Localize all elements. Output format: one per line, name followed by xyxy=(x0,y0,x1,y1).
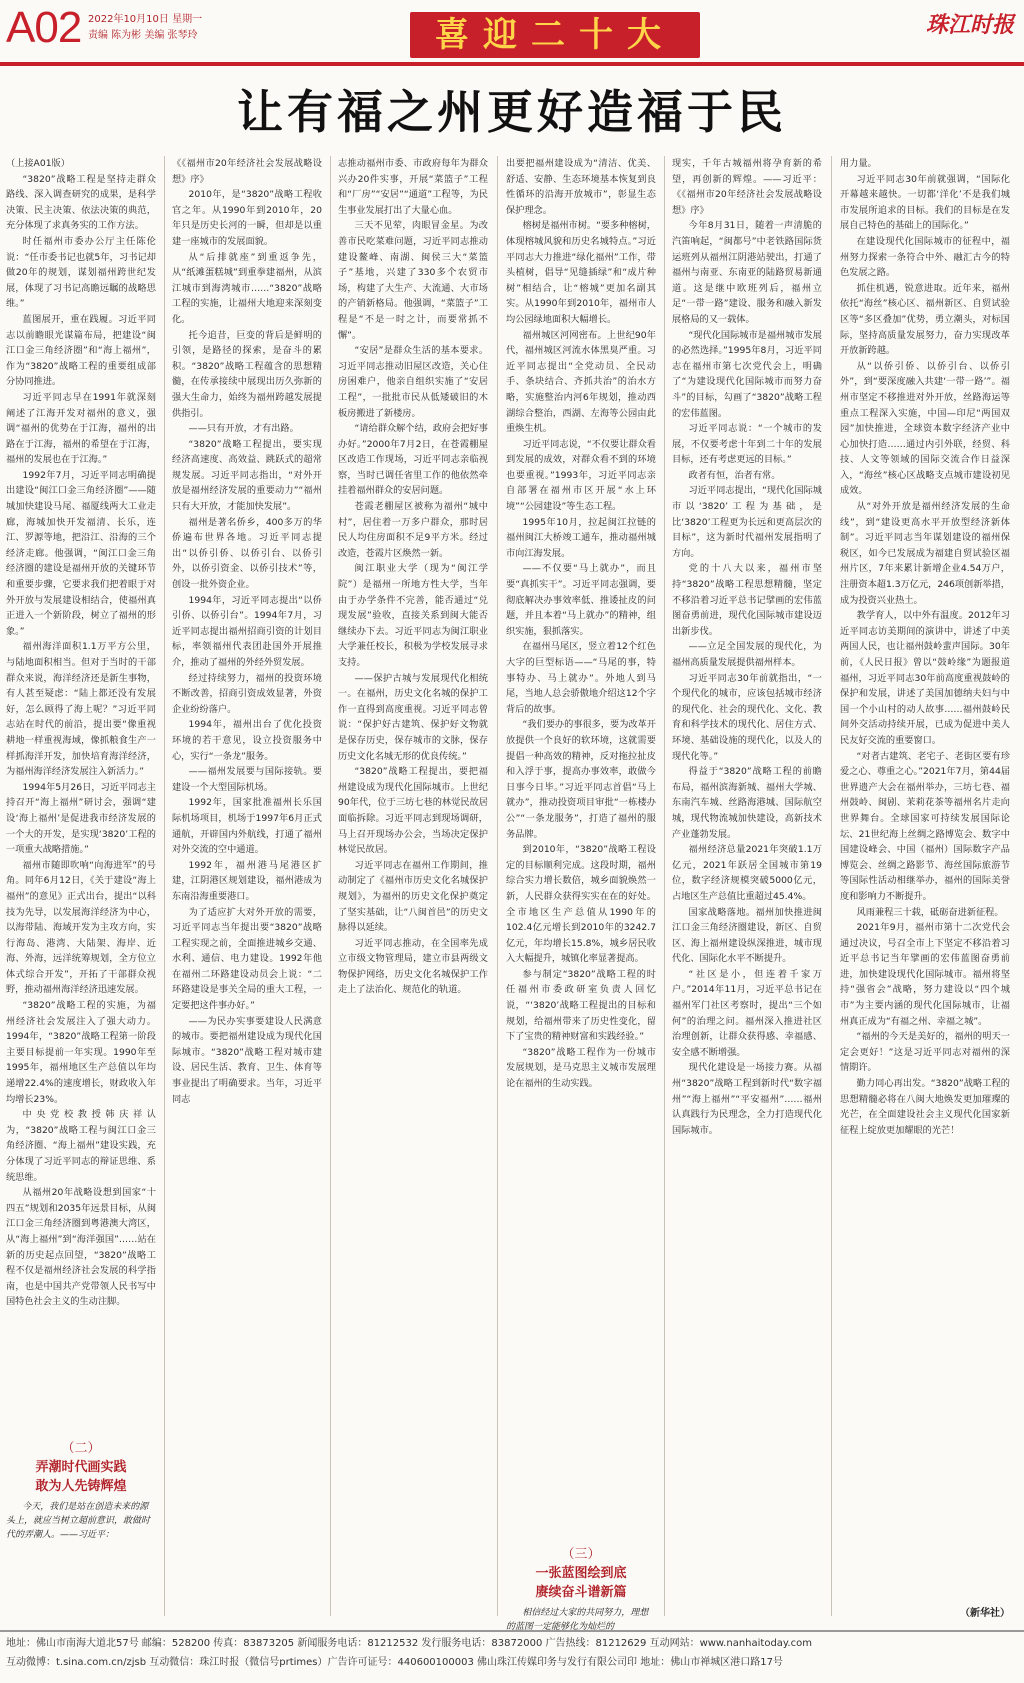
article-paragraph: 国家战略落地。福州加快推进闽江口金三角经济圈建设，新区、自贸区、海上福州建设纵深推进，城市现代化、国际化水平不断提升。 xyxy=(672,906,822,965)
masthead-rule xyxy=(0,62,1024,66)
column-divider xyxy=(330,156,331,1616)
article-paragraph: ——为民办实事要建设人民满意的城市。要把福州建设成为现代化国际城市。“3820”战略工程对城市建设、居民生活、教育、卫生、体育等事业提出了明确要求。当年，习近平同志 xyxy=(172,1015,322,1105)
article-paragraph: 习近平同志30年前就指出，“一个现代化的城市，应该包括城市经济的现代化、社会的现代化、文化、教育和科学技术的现代化、居住方式、环境、基础设施的现代化，以及人的现代化等。” xyxy=(672,672,822,762)
article-paragraph: 从“以侨引侨、以侨引台、以侨引外”，到“要深度融入共建‘一带一路’”。福州市坚定不移推进对外开放，丝路海运等重点工程深入实施，中国—印尼“两国双园”加快推进，全球资本数字经济产业中心加快打造……通过内引外联，经贸、科技、人文等领域的国际交流合作日益深入，“海丝”核心区战略支点城市建设初见成效。 xyxy=(840,360,1010,497)
column-divider xyxy=(831,156,832,1616)
article-paragraph: 经过持续努力，福州的投资环境不断改善，招商引资成效显著，外资企业纷纷落户。 xyxy=(172,672,322,715)
article-paragraph: ——福州发展要与国际接轨。要建设一个大型国际机场。 xyxy=(172,766,322,793)
masthead xyxy=(0,0,1024,62)
column-1 xyxy=(6,156,156,1616)
article-paragraph: 福州海洋面积1.1万平方公里，与陆地面积相当。但对于当时的干部群众来说，海洋经济还是新生事物，有人甚至疑虑：“陆上都还没有发展好，怎么顾得了海上呢？”习近平同志站在时代的前沿，提出要“像重视耕地一样重视海域，像抓粮食生产一样抓海洋开发，加快培育海洋经济，为福州海洋经济发展注入新活力。” xyxy=(6,641,156,778)
section-title: 弄潮时代画实践 敢为人先铸辉煌 xyxy=(35,1460,127,1494)
section-3-head xyxy=(506,1540,656,1634)
column-divider xyxy=(164,156,165,1616)
article-paragraph: 参与制定“3820”战略工程的时任福州市委政研室负责人回忆说，“‘3820’战略工程提出的目标和规划，给福州带来了历史性变化，留下了宝贵的精神财富和实践经验。” xyxy=(506,968,656,1043)
article-paragraph: ——不仅要“马上就办”，而且要“真抓实干”。习近平同志强调，要彻底解决办事效率低、推诿扯皮的问题，并且本着“马上就办”的精神，组织实施，狠抓落实。 xyxy=(506,563,656,637)
article-paragraph: 1995年10月，拉起闽江拉链的福州闽江大桥竣工通车，推动福州城市向江海发展。 xyxy=(506,516,656,559)
column-divider xyxy=(664,156,665,1616)
article-paragraph: 习近平同志早在1991年就深刻阐述了江海开发对福州的意义，强调“福州的优势在于江海，福州的出路在于江海，福州的希望在于江海，福州的发展也在于江海。” xyxy=(6,391,156,466)
section-number: （二） xyxy=(61,1441,101,1456)
article-paragraph: 习近平同志说，“不仅要让群众看到发展的成效，对群众看不到的环境也要重视。”1993年，习近平同志亲自部署在福州市区开展“水上环境”“公园建设”等生态工程。 xyxy=(506,438,656,513)
article-paragraph: 勤力同心再出发。“3820”战略工程的思想精髓必将在八闽大地焕发更加璀璨的光芒，在全面建设社会主义现代化国家新征程上绽放更加耀眼的光芒！ xyxy=(840,1078,1010,1136)
article-paragraph: 从“后排就座”到重返争先，从“纸滩蛋糕城”到重拳建福州，从滨江城市到海湾城市……“3820”战略工程的实施，让福州大地迎来深刻变化。 xyxy=(172,251,322,325)
article-paragraph: 风雨兼程三十载，砥砺奋进新征程。 xyxy=(856,906,1004,918)
column-5 xyxy=(672,156,822,1616)
article-paragraph: 时任福州市委办公厅主任陈伦说：“任市委书记也就5年，习书记却做20年的规划，谋划福州跨世纪发展，体现了习书记高瞻远瞩的战略思维。” xyxy=(6,235,156,310)
section-2-head xyxy=(6,1434,156,1542)
article-paragraph: 习近平同志提出，“现代化国际城市以‘3820’工程为基础，是比‘3820’工程更为长远和更高层次的目标”，这为新时代福州发展指明了方向。 xyxy=(672,485,822,559)
article-paragraph: “社区是小，但连着千家万户。”2014年11月，习近平总书记在福州军门社区考察时，提出“三个如何”的治理之问。福州深入推进社区治理创新，让群众获得感、幸福感、安全感不断增强。 xyxy=(672,968,822,1058)
article-paragraph: ——保护古城与发展现代化相统一。在福州，历史文化名城的保护工作一直得到高度重视。习近平同志曾说：“保护好古建筑、保护好文物就是保存历史，保存城市的文脉，保存历史文化名城无形的优良传统。” xyxy=(338,672,488,762)
page-headline: 让有福之州更好造福于民 xyxy=(237,85,787,139)
article-paragraph: 1992年7月，习近平同志明确提出建设“闽江口金三角经济圈”——随城加快建设马尾、福厦线两大工业走廊，海城加快开发福清、长乐，连江、罗源等地，把沿江、沿海的三个经济走廊。他强调，“闽江口金三角经济圈的建设是福州开放的关键环节和重要步骤，它要求我们把着眼于对外开放与发展建设相结合，使福州真正进入一个新阶段，树立了福州的形象。” xyxy=(6,469,156,637)
article-paragraph: 到2010年，“3820”战略工程设定的目标顺利完成。这段时期，福州综合实力增长数倍，城乡面貌焕然一新，人民群众获得实实在在的好处。全市地区生产总值从1990年的102.4亿元增长到2010年的3242.7亿元，年均增长15.8%，城乡居民收入大幅提升，城镇化率显著提高。 xyxy=(506,844,656,965)
newspaper-logo: 珠江时报 xyxy=(925,12,1014,38)
article-paragraph: 得益于“3820”战略工程的前瞻布局，福州滨海新城、福州大学城、东南汽车城、丝路海港城、国际航空城，现代物流城加快建设，高新技术产业蓬勃发展。 xyxy=(672,766,822,840)
banner-text: 喜迎二十大 xyxy=(435,15,675,55)
column-6 xyxy=(840,156,1010,1616)
article-paragraph: 2021年9月，福州市第十二次党代会通过决议，号召全市上下坚定不移沿着习近平总书记当年擘画的宏伟蓝图奋勇前进，加快建设现代化国际城市。福州将坚持“强省会”战略，努力建设以“四个城市”为主要内涵的现代化国际城市，让福州真正成为“有福之州、幸福之城”。 xyxy=(840,922,1010,1027)
article-paragraph: 从“对外开放是福州经济发展的生命线”，到“建设更高水平开放型经济新体制”。习近平同志当年谋划建设的福州保税区，如今已发展成为福建自贸试验区福州片区，7年来累计新增企业4.54万户，注册资本超1.3万亿元，246项创新举措，成为投资兴业热土。 xyxy=(840,501,1010,606)
column-4 xyxy=(506,156,656,1616)
article-paragraph: 2010年，是“3820”战略工程收官之年。从1990年到2010年，20年只是历史长河的一瞬，但却是以重建一座城市的发展面貌。 xyxy=(172,189,322,247)
editor-credits: 责编 陈为彬 美编 张琴玲 xyxy=(88,30,198,41)
section-epigraph: 相信经过大家的共同努力，理想的蓝图一定能够化为灿烂的 xyxy=(506,1608,649,1632)
article-paragraph: ——只有开放，才有出路。 xyxy=(188,423,299,435)
article-paragraph: 习近平同志在福州工作期间，推动制定了《福州市历史文化名城保护规划》，为福州的历史文化保护奠定了坚实基础，让“八闽首邑”的历史文脉得以延续。 xyxy=(338,859,488,934)
article-paragraph: 1992年，福州港马尾港区扩建，江阴港区规划建设，福州港成为东南沿海重要港口。 xyxy=(172,859,322,902)
article-paragraph: “3820”战略工程的实施，为福州经济社会发展注入了强大动力。1994年，“3820”战略工程第一阶段主要目标提前一年实现。1990年至1995年，福州地区生产总值以年均递增22.4%的速度增长，财政收入年均增长23%。 xyxy=(6,1000,156,1105)
article-paragraph: 抓住机遇，锐意进取。近年来，福州依托“海丝”核心区、福州新区、自贸试验区等“多区叠加”优势，勇立潮头，对标国际，坚持高质量发展努力，奋力实现改革开放新跨越。 xyxy=(840,282,1010,357)
article-paragraph: 现实，千年古城福州将孕育新的希望，再创新的辉煌。——习近平：《《福州市20年经济社会发展战略设想》序》 xyxy=(672,158,822,216)
footer xyxy=(0,1630,1024,1683)
article-paragraph: 福州城区河网密布。上世纪90年代，福州城区河流水体黑臭严重。习近平同志提出“全党动员、全民动手、条块结合、齐抓共治”的治水方略，实施整治内河6年规划，推动西湖综合整治，西湖、左海等公园由此重焕生机。 xyxy=(506,329,656,435)
article-paragraph: 中央党校教授韩庆祥认为，“3820”战略工程与闽江口金三角经济圈、“海上福州”建设实践，充分体现了习近平同志的辩证思维、系统思维。 xyxy=(6,1109,156,1183)
article-paragraph: 党的十八大以来，福州市坚持“3820”战略工程思想精髓，坚定不移沿着习近平总书记擘画的宏伟蓝图奋勇前进，现代化国际城市建设迈出新步伐。 xyxy=(672,563,822,637)
article-paragraph: 在福州马尾区，竖立着12个红色大字的巨型标语——“马尾的事，特事特办、马上就办”。外地人到马尾，当地人总会骄傲地介绍这12个字背后的故事。 xyxy=(506,641,656,715)
article-paragraph: （上接A01版） xyxy=(6,158,70,169)
article-paragraph: 习近平同志30年前就强调，“国际化开幕越来越快。一切都‘洋化’不是我们城市发展所追求的目标。我们的目标是在发展自己特色的基础上的国际化。” xyxy=(840,173,1010,232)
article-paragraph: 榕树是福州市树。“要多种榕树，体现榕城风貌和历史名城特点。”习近平同志大力推进“绿化福州”工作，带头植树，倡导“见缝插绿”和“成片种树”相结合，让“榕城”更加名副其实。从1990年到2010年，福州市人均公园绿地面积大幅增长。 xyxy=(506,220,656,325)
article-paragraph: “3820”战略工程是坚持走群众路线、深入调查研究的成果，是科学决策、民主决策、依法决策的典范，充分体现了求真务实的工作方法。 xyxy=(6,173,156,232)
article-paragraph: 政者有恒，治者有常。 xyxy=(688,469,781,481)
footer-publisher-line: 互动微博：t.sina.com.cn/zjsb 互动微信：珠江时报（微信号prtimes）广告许可证号：440600100003 佛山珠江传媒印务与发行有限公司印 地址：佛山市禅城区港口路17号 xyxy=(6,1657,783,1668)
article-paragraph: 1992年，国家批准福州长乐国际机场项目，机场于1997年6月正式通航，开辟国内外航线，打通了福州对外交流的空中通道。 xyxy=(172,797,322,856)
article-body xyxy=(6,156,1018,1616)
page-number: A02 xyxy=(6,3,82,52)
article-paragraph: “3820”战略工程提出，要实现经济高速度、高效益、跳跃式的超常规发展。习近平同志指出，“对外开放是福州经济发展的重要动力”“福州只有大开放，才能加快发展”。 xyxy=(172,438,322,513)
article-paragraph: 1994年5月26日，习近平同志主持召开“海上福州”研讨会，强调“建设‘海上福州’是促进我市经济发展的一个大的开发，是实现‘3820’工程的一项重大战略措施。” xyxy=(6,781,156,856)
article-paragraph: 福州经济总量2021年突破1.1万亿元，2021年跃居全国城市第19位，数字经济规模突破5000亿元，占地区生产总值比重超过45.4%。 xyxy=(672,844,822,902)
news-agency-credit: （新华社） xyxy=(960,1608,1010,1619)
article-paragraph: 1994年，习近平同志提出“以侨引侨、以侨引台”。1994年7月，习近平同志提出福州招商引资的计划目标，率领福州代表团赴国外开展推介，推动了福州的外经外贸发展。 xyxy=(172,594,322,668)
article-paragraph: 福州是著名侨乡，400多万的华侨遍布世界各地。习近平同志提出“以侨引侨、以侨引台、以侨引外，以侨引资金、以侨引技术”等，创设一批外资企业。 xyxy=(172,516,322,591)
article-paragraph: “3820”战略工程作为一份城市发展规划，是马克思主义城市发展理论在福州的生动实践。 xyxy=(506,1046,656,1090)
article-paragraph: 蓝图展开，重在践履。习近平同志以前瞻眼光谋篇布局，把建设“闽江口金三角经济圈”和“海上福州”，作为“3820”战略工程的重要组成部分协同推进。 xyxy=(6,313,156,388)
article-paragraph: 教学育人，以中外有温度。2012年习近平同志访美期间的演讲中，讲述了中美两国人民，也让福州鼓岭蜚声国际。30年前，《人民日报》曾以“鼓岭缘”为题报道福州，习近平同志30年前高度重视鼓岭的保护和发展，讲述了美国加德纳夫妇与中国一个小山村的动人故事……福州鼓岭民间外交活动持续开展，已成为促进中美人民友好交流的重要窗口。 xyxy=(840,610,1010,746)
article-paragraph: 苍霞老棚屋区被称为福州“城中村”，居住着一万多户群众，那时居民人均住房面积不足9平方米。经过改造，苍霞片区焕然一新。 xyxy=(338,501,488,559)
article-paragraph: 《《福州市20年经济社会发展战略设想》序》 xyxy=(172,158,322,185)
article-paragraph: “现代化国际城市是福州城市发展的必然选择。”1995年8月，习近平同志在福州市第七次党代会上，明确了“为建设现代化国际城市而努力奋斗”的目标，勾画了“3820”战略工程的宏伟蓝图。 xyxy=(672,329,822,419)
article-paragraph: 在建设现代化国际城市的征程中，福州努力探索一条符合中外、融汇古今的特色发展之路。 xyxy=(840,235,1010,279)
section-title: 一张蓝图绘到底 赓续奋斗谱新篇 xyxy=(535,1566,627,1600)
article-paragraph: 现代化建设是一场接力赛。从福州“3820”战略工程到新时代“数字福州”“海上福州”“平安福州”……福州认真践行为民理念，全力打造现代化国际城市。 xyxy=(672,1062,822,1136)
section-number: （三） xyxy=(561,1547,601,1562)
footer-contact-line: 地址：佛山市南海大道北57号 邮编：528200 传真：83873205 新闻服务电话：81212532 发行服务电话：83872000 广告热线：81212629 互动网站：www.nanhaitoday.com xyxy=(6,1638,812,1649)
article-paragraph: 志推动福州市委、市政府每年为群众兴办20件实事，开展“菜篮子”工程和“厂房”“安居”“通道”工程等，为民生事业发展打出了大量心血。 xyxy=(338,158,488,216)
article-paragraph: 1994年，福州出台了优化投资环境的若干意见，设立投资服务中心，实行“一条龙”服务。 xyxy=(172,719,322,762)
column-3 xyxy=(338,156,488,1616)
section-epigraph: 今天，我们是站在创造未来的源头上，就应当树立超前意识，敢做时代的弄潮人。——习近平： xyxy=(6,1502,151,1540)
article-paragraph: 闽江职业大学（现为“闽江学院”）是福州一所地方性大学，当年由于办学条件不完善，能否通过“兑现发展”验收，直接关系到闽大能否继续办下去。习近平同志为闽江职业大学兼任校长，积极为学校发展寻求支持。 xyxy=(338,563,488,668)
article-paragraph: 用力量。 xyxy=(840,158,877,169)
article-paragraph: “安居”是群众生活的基本要求。习近平同志推动旧屋区改造，关心住房困难户，他亲自组织实施了“安居工程”，一批批市民从低矮破旧的木板房搬进了新楼房。 xyxy=(338,345,488,419)
article-paragraph: “我们要办的事很多，要为改革开放提供一个良好的软环境，这就需要提倡一种高效的精神，反对拖拉扯皮和入浮于事，提高办事效率，敢做今日事今日毕。”习近平同志首倡“马上就办”，推动投资项目审批“一栋楼办公”“一条龙服务”，打造了福州的服务品牌。 xyxy=(506,719,656,840)
article-paragraph: “请给群众解个结，政府会把好事办好。”2000年7月2日，在苍霞棚屋区改造工作现场，习近平同志亲临视察，当时已调任省里工作的他依然牵挂着福州群众的安居问题。 xyxy=(338,423,488,497)
article-paragraph: ——立足全国发展的现代化，为福州高质量发展提供福州样本。 xyxy=(672,641,822,668)
article-paragraph: 习近平同志说：“一个城市的发展，不仅要考虑十年到二十年的发展目标，还有考虑更远的目标。” xyxy=(672,423,822,466)
issue-date: 2022年10月10日 星期一 xyxy=(88,14,203,25)
article-paragraph: 从福州20年战略设想到国家“十四五”规划和2035年远景目标，从闽江口金三角经济圈到粤港澳大湾区，从“海上福州”到“海洋强国”……站在新的历史起点回望，“3820”战略工程不仅是福州经济社会发展的科学指南，也是中国共产党带领人民书写中国特色社会主义的生动注脚。 xyxy=(6,1187,156,1308)
article-paragraph: 为了适应扩大对外开放的需要，习近平同志当年提出要“3820”战略工程实现之前，全面推进城乡交通、水利、通信、电力建设。1992年他在福州二环路建设动员会上说：“二环路建设是事关全局的重大工程，一定要把这件事办好。” xyxy=(172,906,322,1012)
article-paragraph: 三天不见荤，肉眼冒金星。为改善市民吃菜难问题，习近平同志推动建设鳌峰、南湖、闽侯三大“菜篮子”基地，兴建了330多个农贸市场，构建了大生产、大流通、大市场的产销新格局。他强调，“菜篮子”工程是“不是一时之计，而要常抓不懈”。 xyxy=(338,220,488,341)
column-2 xyxy=(172,156,322,1616)
article-paragraph: 托今追昔，巨变的背后是鲜明的引领，是路径的探索，是奋斗的累积。“3820”战略工程蕴含的思想精髓，在传承接续中展现出历久弥新的强大生命力，始终为福州跨越发展提供指引。 xyxy=(172,329,322,419)
article-paragraph: 福州市随即吹响“向海进军”的号角。同年6月12日，《关于建设“海上福州”的意见》正式出台，提出“以科技为先导，以发展海洋经济为中心，以海带陆、海域开发为主攻方向，实行海岛、港湾、大陆架、海岸、近海、外海，远洋统筹规划，全方位立体式综合开发”，开拓了干部群众视野，推动福州海洋经济迅速发展。 xyxy=(6,859,156,996)
article-paragraph: 习近平同志推动，在全国率先成立市级文物管理局，建立市县两级文物保护网络，历史文化名城保护工作走上了法治化、规范化的轨道。 xyxy=(338,937,488,996)
special-banner xyxy=(410,12,700,58)
column-divider xyxy=(497,156,498,1616)
article-paragraph: “福州的今天是美好的，福州的明天一定会更好！”这是习近平同志对福州的深情期许。 xyxy=(840,1031,1010,1074)
article-paragraph: 今年8月31日，随着一声清脆的汽笛响起，“闽都号”中老铁路国际货运班列从福州江阴港站驶出，打通了福州与南亚、东南亚的陆路贸易新通道。这是继中欧班列后，福州立足“一带一路”建设、服务和融入新发展格局的又一载体。 xyxy=(672,220,822,325)
article-paragraph: “对者古建筑、老宅子、老街区要有珍爱之心、尊重之心。”2021年7月，第44届世界遗产大会在福州举办，三坊七巷、福州鼓岭、闽剧、茉莉花茶等福州名片走向世界舞台。全球国家可持续发展国际论坛、21世纪海上丝绸之路博览会、数字中国建设峰会、中国（福州）国际数字产品博览会、丝绸之路影节、海丝国际旅游节等国际性活动相继举办，福州的国际美誉度和影响力不断提升。 xyxy=(840,750,1010,902)
article-paragraph: “3820”战略工程提出，要把福州建设成为现代化国际城市。上世纪90年代，位于三坊七巷的林觉民故居面临拆除。习近平同志到现场调研，马上召开现场办公会，当场决定保护林觉民故居。 xyxy=(338,766,488,856)
article-paragraph: 出要把福州建设成为“清洁、优美、舒适、安静、生态环境基本恢复到良性循环的沿海开放城市”，彰显生态保护理念。 xyxy=(506,158,656,216)
